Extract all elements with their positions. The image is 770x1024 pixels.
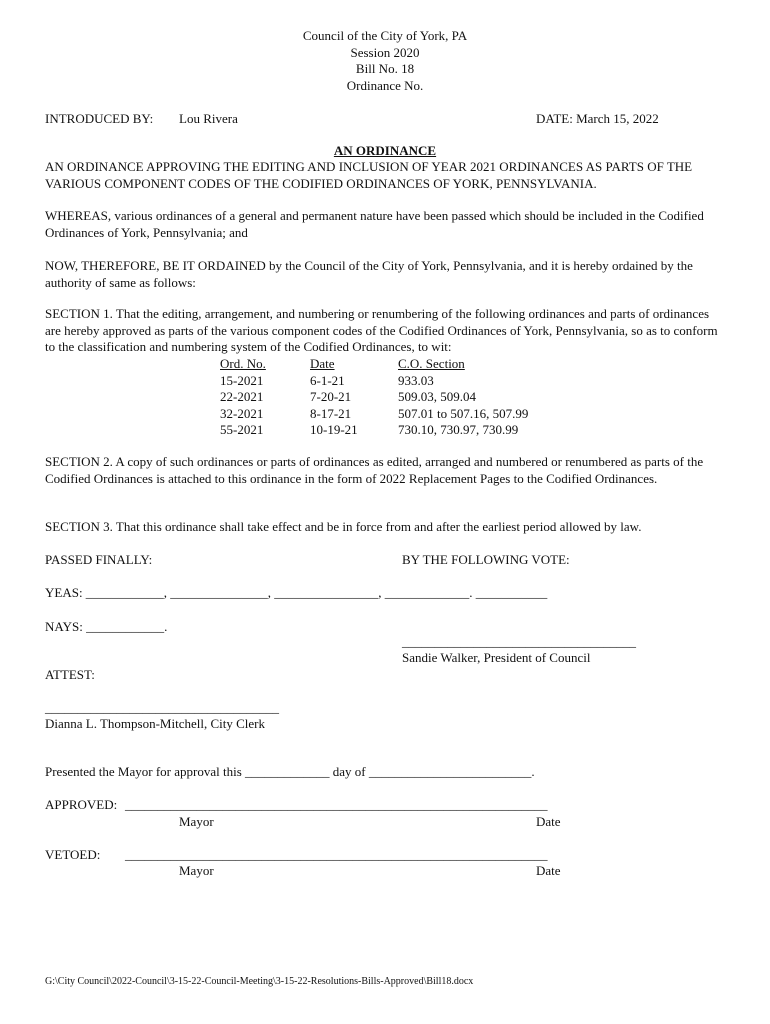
table-row — [220, 373, 598, 390]
yeas-line: YEAS: ____________, _______________, ________________, _____________. ___________ — [45, 585, 548, 600]
now-therefore-clause: NOW, THEREFORE, BE IT ORDAINED by the Council of the City of York, Pennsylvania, and it is hereby ordained by the authority of same as follows: — [45, 258, 693, 290]
session-label: Session 2020 — [350, 44, 420, 60]
table-header-row — [220, 356, 598, 373]
president-name: Sandie Walker, President of Council — [402, 650, 591, 665]
vetoed-label: VETOED: — [45, 847, 101, 862]
date-cell: 7-20-21 — [310, 389, 352, 404]
section-3: SECTION 3. That this ordinance shall take effect and be in force from and after the earliest period allowed by law. — [45, 519, 642, 534]
approved-date-label: Date — [536, 814, 561, 829]
bill-number: Bill No. 18 — [355, 61, 415, 76]
approved-signature-line: _________________________________________________________________ — [125, 797, 548, 812]
table-row — [220, 422, 598, 439]
ord-no-cell: 15-2021 — [220, 372, 264, 388]
table-row — [220, 406, 598, 423]
president-signature-line: ____________________________________ — [402, 634, 636, 649]
file-path-footer: G:\City Council\2022-Council\3-15-22-Council-Meeting\3-15-22-Resolutions-Bills-Approved\Bill18.docx — [45, 976, 474, 987]
col-header-date: Date — [310, 356, 335, 371]
co-section-cell: 507.01 to 507.16, 507.99 — [398, 405, 529, 421]
whereas-clause: WHEREAS, various ordinances of a general and permanent nature have been passed which should be included in the Codified Ordinances of York, Pennsylvania; and — [45, 208, 704, 240]
introduced-by-name: Lou Rivera — [179, 111, 238, 126]
section-2: SECTION 2. A copy of such ordinances or parts of ordinances as edited, arranged and numbered or renumbered as parts of the Codified Ordinances is attached to this ordinance in the form of 2022 Replacement Pages to the Codified Ordinances. — [45, 454, 704, 486]
ord-no-cell: 32-2021 — [220, 405, 264, 421]
date-cell: 6-1-21 — [310, 372, 345, 388]
vetoed-signature-line: _________________________________________________________________ — [125, 847, 548, 862]
co-section-cell: 730.10, 730.97, 730.99 — [398, 422, 519, 437]
approved-mayor-label: Mayor — [179, 814, 214, 829]
clerk-name: Dianna L. Thompson-Mitchell, City Clerk — [45, 716, 266, 731]
section-1: SECTION 1. That the editing, arrangement, and numbering or renumbering of the following ordinances and parts of ordinances are hereby approved as parts of the various component codes of the Codified Ordinances of York, Pennsylvania, so as to conform to the classification and numbering system of the Codified Ordinances, to wit: — [45, 306, 718, 354]
ord-no-cell: 55-2021 — [220, 422, 264, 437]
following-vote-label: BY THE FOLLOWING VOTE: — [402, 552, 570, 567]
ord-no-cell: 22-2021 — [220, 389, 264, 404]
ordinance-summary: AN ORDINANCE APPROVING THE EDITING AND INCLUSION OF YEAR 2021 ORDINANCES AS PARTS OF THE VARIOUS COMPONENT CODES OF THE CODIFIED ORDINANCES OF YORK, PENNSYLVANIA. — [45, 159, 693, 191]
approved-label: APPROVED: — [45, 797, 118, 812]
co-section-cell: 933.03 — [398, 372, 434, 388]
ordinance-number: Ordinance No. — [346, 77, 424, 93]
introduced-by-label: INTRODUCED BY: — [45, 111, 154, 126]
col-header-co-section: C.O. Section — [398, 356, 465, 371]
ordinance-table — [220, 356, 598, 439]
passed-finally-label: PASSED FINALLY: — [45, 552, 153, 567]
ordinance-title: AN ORDINANCE — [333, 143, 437, 158]
attest-label: ATTEST: — [45, 667, 95, 682]
introduced-date: DATE: March 15, 2022 — [536, 111, 659, 126]
date-cell: 8-17-21 — [310, 405, 352, 421]
document-header — [0, 28, 770, 94]
clerk-signature-line: ____________________________________ — [45, 700, 279, 715]
co-section-cell: 509.03, 509.04 — [398, 389, 476, 404]
presented-to-mayor-line: Presented the Mayor for approval this _____________ day of _________________________. — [45, 764, 535, 779]
date-cell: 10-19-21 — [310, 422, 358, 437]
table-row — [220, 389, 598, 406]
col-header-ord-no: Ord. No. — [220, 356, 266, 371]
nays-line: NAYS: ____________. — [45, 619, 168, 634]
vetoed-date-label: Date — [536, 863, 561, 878]
vetoed-mayor-label: Mayor — [179, 863, 214, 878]
council-name: Council of the City of York, PA — [302, 28, 468, 43]
